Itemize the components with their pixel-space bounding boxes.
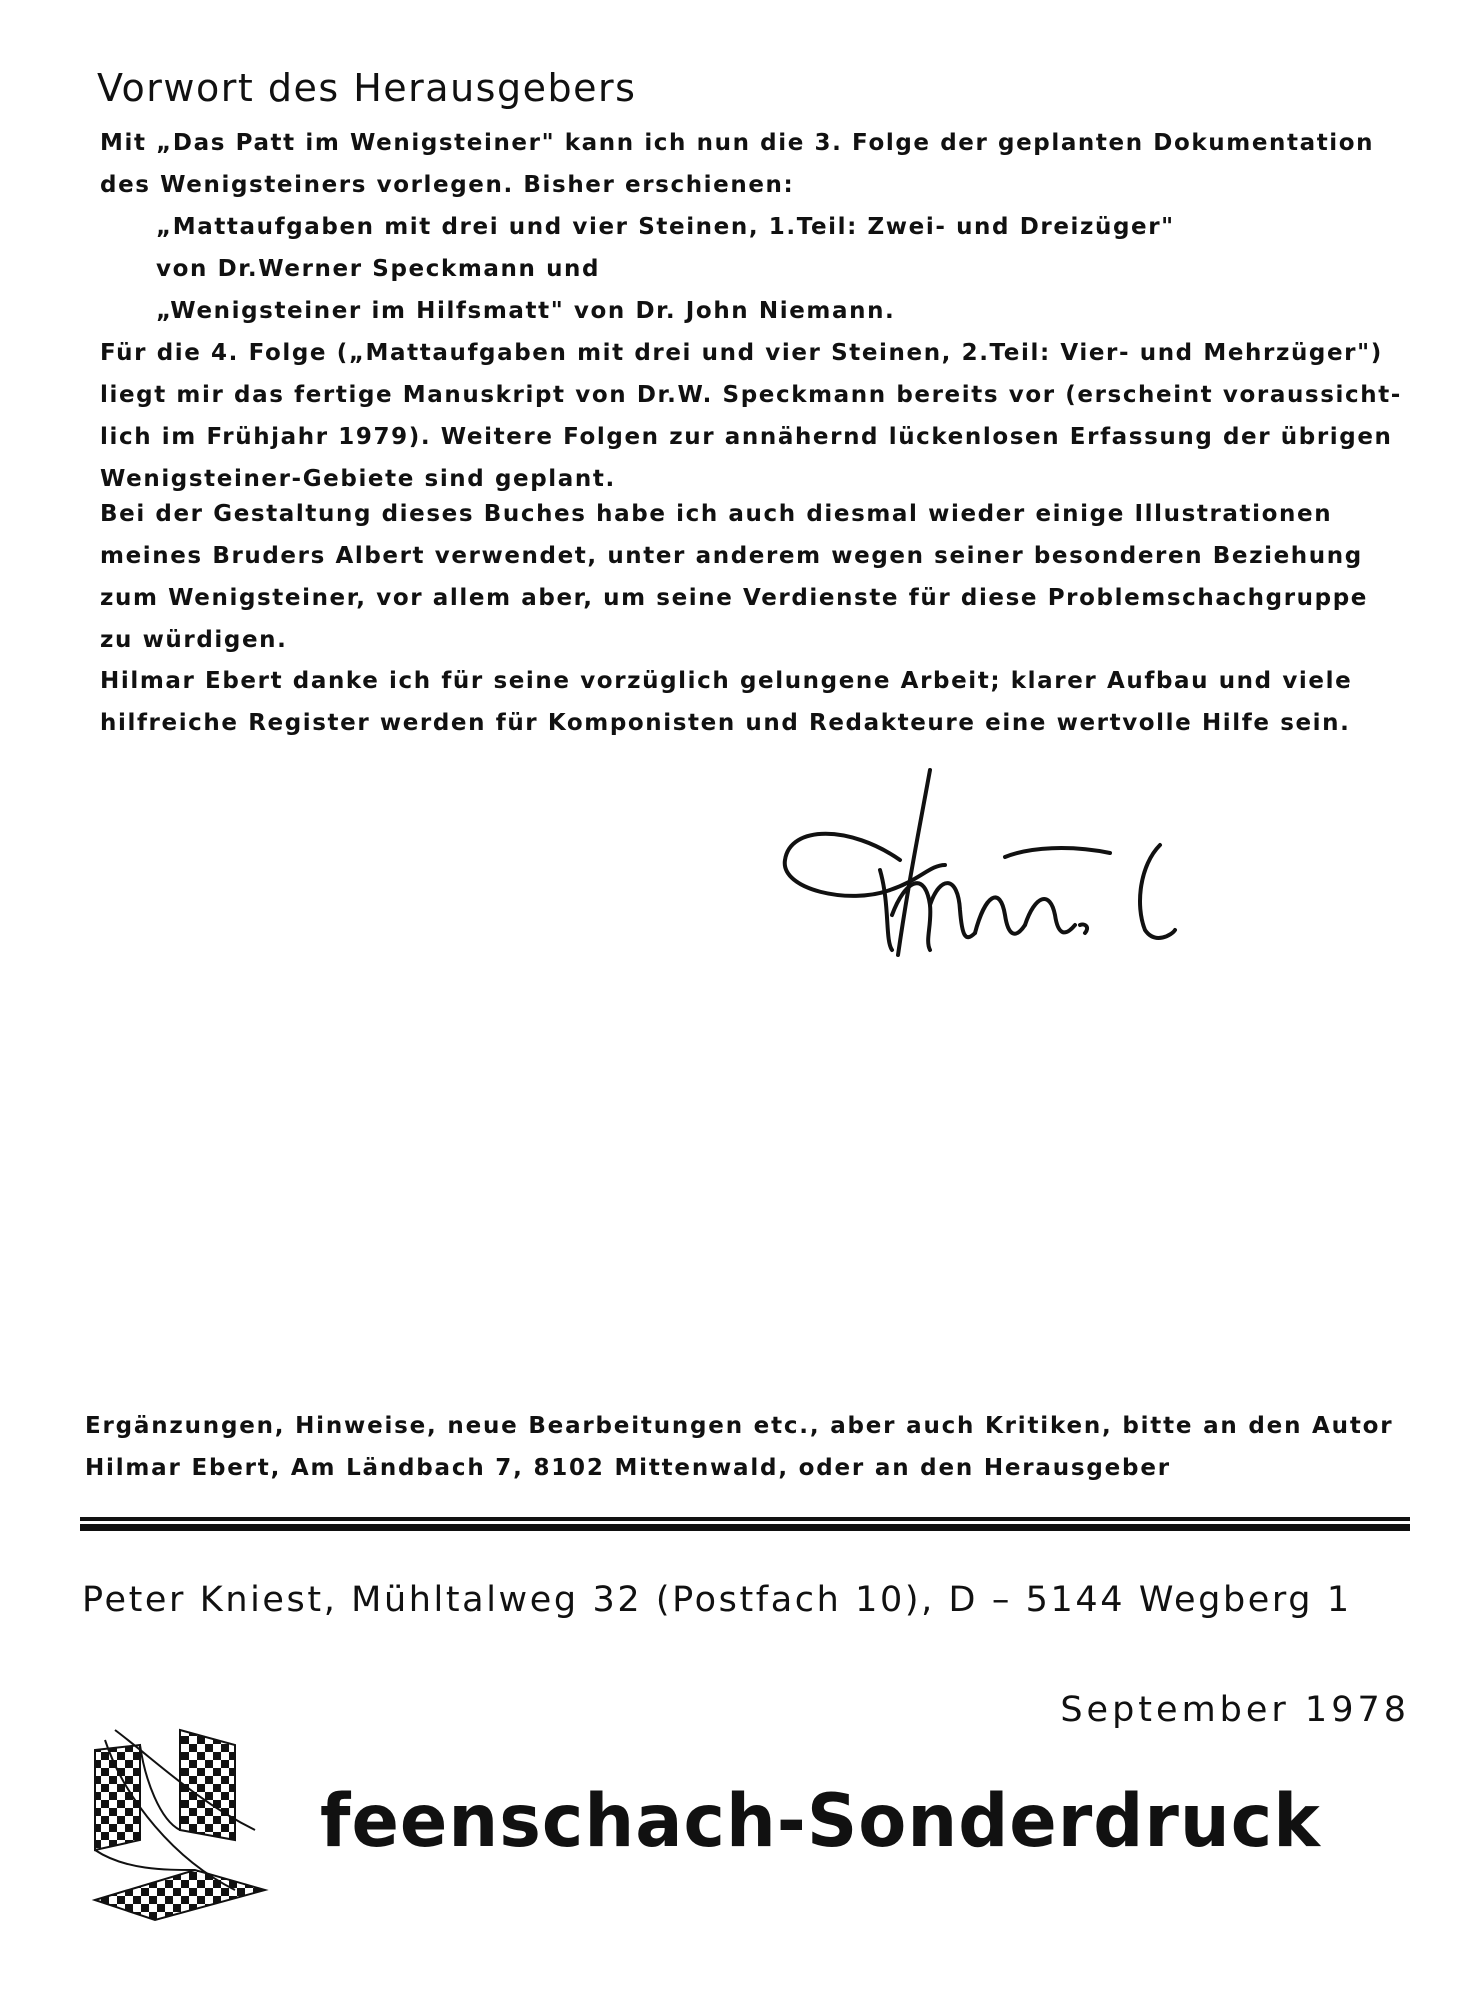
text-line: Bei der Gestaltung dieses Buches habe ich auch diesmal wieder einige Illustrationen: [100, 501, 1333, 527]
page-title: Vorwort des Herausgebers: [97, 66, 637, 110]
contact-note: [85, 1405, 1405, 1489]
foreword-paragraph-1: [100, 122, 1400, 500]
text-line: von Dr.Werner Speckmann und: [156, 256, 601, 282]
text-line: hilfreiche Register werden für Komponisten und Redakteure eine wertvolle Hilfe sein.: [100, 710, 1351, 736]
text-line: Ergänzungen, Hinweise, neue Bearbeitungen etc., aber auch Kritiken, bitte an den Autor: [85, 1413, 1394, 1439]
text-line: meines Bruders Albert verwendet, unter anderem wegen seiner besonderen Beziehung: [100, 543, 1363, 569]
text-line: zu würdigen.: [100, 627, 288, 653]
chessboard-logo-icon: [85, 1720, 275, 1925]
text-line: liegt mir das fertige Manuskript von Dr.W. Speckmann bereits vor (erscheint voraussicht-: [100, 382, 1402, 408]
text-line: lich im Frühjahr 1979). Weitere Folgen zur annähernd lückenlosen Erfassung der übrigen: [100, 424, 1393, 450]
text-line: „Wenigsteiner im Hilfsmatt" von Dr. John Niemann.: [156, 298, 896, 324]
text-line: Für die 4. Folge („Mattaufgaben mit drei und vier Steinen, 2.Teil: Vier- und Mehrzüger"): [100, 340, 1383, 366]
divider-thin: [80, 1517, 1410, 1521]
divider-thick: [80, 1524, 1410, 1531]
publication-date: September 1978: [1060, 1690, 1410, 1730]
publisher-address: Peter Kniest, Mühltalweg 32 (Postfach 10), D – 5144 Wegberg 1: [82, 1580, 1352, 1620]
text-line: Mit „Das Patt im Wenigsteiner" kann ich nun die 3. Folge der geplanten Dokumentation: [100, 130, 1375, 156]
text-line: Wenigsteiner-Gebiete sind geplant.: [100, 466, 616, 492]
text-line: des Wenigsteiners vorlegen. Bisher erschienen:: [100, 172, 795, 198]
text-line: „Mattaufgaben mit drei und vier Steinen, 1.Teil: Zwei- und Dreizüger": [156, 214, 1175, 240]
text-line: zum Wenigsteiner, vor allem aber, um seine Verdienste für diese Problemschachgruppe: [100, 585, 1368, 611]
text-line: Hilmar Ebert danke ich für seine vorzüglich gelungene Arbeit; klarer Aufbau und viele: [100, 668, 1353, 694]
foreword-paragraph-2: [100, 493, 1400, 661]
text-line: Hilmar Ebert, Am Ländbach 7, 8102 Mittenwald, oder an den Herausgeber: [85, 1455, 1171, 1481]
signature: [780, 765, 1280, 965]
imprint-title: feenschach-Sonderdruck: [320, 1777, 1321, 1865]
foreword-paragraph-3: [100, 660, 1400, 744]
